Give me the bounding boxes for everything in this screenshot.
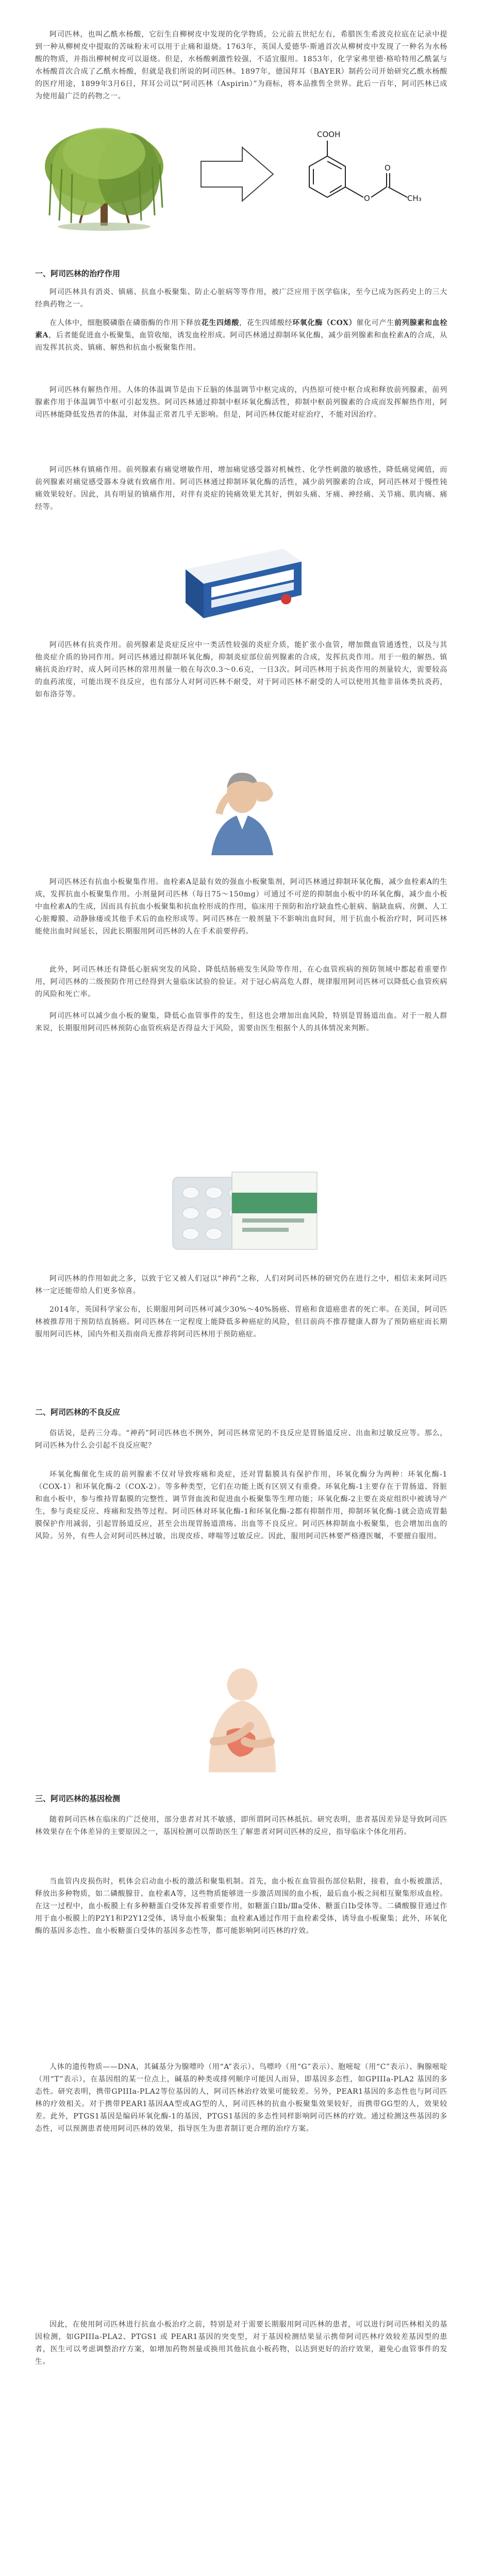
s1-paragraph-10: 2014年，英国科学家公布，长期服用阿司匹林可减少30%～40%肠癌、胃癌和食道癌患者的死亡率。在美国，阿司匹林被推荐用于预防结直肠癌。阿司匹林在一定程度上能降低多种癌症的风险，但目前尚不推荐健康人群为了预防癌症而长期服用阿司匹林，国内外相关指南尚无推荐将阿司匹林用于预防癌症。 (35, 1306, 447, 1338)
s3-paragraph-1: 随着阿司匹林在临床的广泛使用，部分患者对其不敏感，即所谓阿司匹林抵抗。研究表明，患者基因差异是导致阿司匹林效果存在个体差异的主要原因之一，基因检测可以帮助医生了解患者对阿司匹林的反应，指导临床个体化用药。 (35, 1816, 447, 1836)
s1-paragraph-5: 阿司匹林有抗炎作用。前列腺素是炎症反应中一类活性较强的炎症介质，能扩张小血管，增加微血管通透性，以及与其他炎症介质的协同作用。阿司匹林通过抑制环氧化酶，抑制炎症部位前列腺素的合成，发挥抗炎作用。用于一般的解热、镇痛抗炎治疗时，成人阿司匹林的常用剂量一般在每次0.3～0.6克，一日3次。阿司匹林用于抗炎作用的剂量较大，需要较高的血药浓度，可能出现不良反应，也有部分人对阿司匹林不耐受，对于阿司匹林不耐受的人可以使用其他非甾体类抗炎药，如布洛芬等。 (35, 641, 447, 699)
aspirin-structure-diagram (309, 141, 407, 197)
aspirin-medicine-box-photo (175, 538, 309, 626)
s1-paragraph-9: 阿司匹林的作用如此之多，以致于它又被人们冠以“神药”之称，人们对阿司匹林的研究仍在进行之中，相信未来阿司匹林一定还能带给人们更多惊喜。 (35, 1275, 447, 1295)
aspirin-tablets-photo (170, 1162, 320, 1260)
s1-paragraph-1: 阿司匹林具有消炎、镇痛、抗血小板聚集、防止心脏病等等作用，被广泛应用于医学临床，至今已成为医药史上的三大经典药物之一。 (35, 288, 447, 309)
cooh-label: COOH (317, 130, 341, 139)
section-2-heading: 二、阿司匹林的不良反应 (35, 1408, 121, 1417)
s1-p2-text-a: 在人体中，细胞膜磷脂在磷脂酶的作用下释放 (49, 319, 202, 327)
willow-to-aspirin-figure (31, 117, 443, 233)
s1-paragraph-6: 阿司匹林还有抗血小板聚集作用。血栓素A是最有效的强血小板聚集剂，阿司匹林通过抑制环氧化酶，减少血栓素A的生成，发挥抗血小板聚集作用。小剂量阿司匹林（每日75～150mg）可通过不可逆的抑制血小板中的环氧化酶，减少血小板中血栓素A的生成，因而具有抗血小板聚集和抗血栓形成的作用，临床用于预防和治疗缺血性心脏病、脑缺血病、房颤、人工心脏瓣膜、动静脉瘘或其他手术后的血栓形成等。阿司匹林在一般剂量下不影响出血时间，用于抗血小板治疗时，阿司匹林能使出血时间延长，因此长期服用阿司匹林的人在手术前要停药。 (35, 878, 447, 936)
s1-p2-text-c: 催化可产生 (356, 319, 395, 327)
oxygen-label: O (364, 194, 370, 203)
willow-tree-illustration (45, 128, 163, 231)
s1-p2-text-b: ，花生四烯酸经 (239, 319, 293, 327)
s1-paragraph-7: 此外，阿司匹林还有降低心脏病突发的风险、降低结肠癌发生风险等作用，在心血管疾病的预防领域中都起着重要作用，阿司匹林的二级预防作用已经得到大量临床试验的验证。对于冠心病高危人群，规律服用阿司匹林可以降低心血管疾病的风险和死亡率。 (35, 965, 447, 998)
s2-paragraph-2: 环氧化酶催化生成的前列腺素不仅对导致疼痛和炎症，还对胃黏膜具有保护作用，环氧化酶分为两种：环氧化酶-1（COX-1）和环氧化酶-2（COX-2）。等多种类型，它们在功能上既有区别又有重叠。环氧化酶-1主要存在于胃肠道、肾脏和血小板中，参与维持胃黏膜的完整性、调节肾血流和促进血小板聚集等生理功能；环氧化酶-2主要在炎症组织中被诱导产生，参与炎症反应、疼痛和发热等过程。阿司匹林对环氧化酶-1和环氧化酶-2都有抑制作用，抑制环氧化酶-1就会造成胃黏膜保护作用减弱，引起胃肠道反应，甚至会出现胃肠道溃疡、出血等不良反应。阿司匹林抑制血小板聚集，也会增加出血的风险。另外，有些人会对阿司匹林过敏，出现皮疹、哮喘等过敏反应。因此，服用阿司匹林要严格遵医嘱，不要擅自服用。 (35, 1470, 447, 1540)
s1-paragraph-2 (35, 317, 447, 354)
s1-p2-text-d: ，后者能促进血小板聚集，血管收缩，诱发血栓形成。阿司匹林通过抑制环氧化酶，减少前列腺素和血栓素A的合成，从而发挥其抗炎、镇痛、解热和抗血小板聚集作用。 (35, 331, 447, 352)
s3-paragraph-3: 人体的遗传物质——DNA，其碱基分为腺嘌呤（用“A”表示）、鸟嘌呤（用“G”表示）、胞嘧啶（用“C”表示）、胸腺嘧啶（用“T”表示），在基因组的某一位点上，碱基的种类或排列顺序可能因人而异，即基因多态性，如GPIIIa-PLA2 基因的多态性。研究表明，携带GPIIIa-PLA2等位基因的人，阿司匹林治疗效果可能较差。另外，PEAR1基因的多态性也与阿司匹林的疗效相关。对于携带PEAR1基因AA型或AG型的人，阿司匹林的抗血小板聚集效果较好，而携带GG型的人，效果较差。此外，PTGS1基因是编码环氧化酶-1的基因，PTGS1基因的多态性同样影响阿司匹林的疗效。通过检测这些基因的多态性，可以预测患者使用阿司匹林的效果，指导医生为患者制订更合理的治疗方案。 (35, 2063, 447, 2133)
methyl-label: CH₃ (407, 194, 422, 203)
section-1-heading: 一、阿司匹林的治疗作用 (35, 269, 121, 278)
s1-paragraph-4: 阿司匹林有镇痛作用。前列腺素有痛觉增敏作用，增加痛觉感受器对机械性、化学性刺激的敏感性，降低痛觉阈值，而前列腺素对痛觉感受器本身就有致痛作用。阿司匹林通过抑制环氧化酶的活性，减少前列腺素的合成，阿司匹林对于慢性钝痛效果较好。因此，具有明显的镇痛作用，对伴有炎症的钝痛效果尤其好，例如头痛、牙痛、神经痛、关节痛、肌肉痛、痛经等。 (35, 466, 447, 511)
s1-p2-bold-a: 花生四烯酸 (201, 319, 240, 327)
s1-p2-bold-c: 前列腺素和血栓素A (35, 319, 448, 340)
right-arrow-icon (201, 147, 273, 201)
headache-man-photo (175, 752, 309, 855)
section-3-heading: 三、阿司匹林的基因检测 (35, 1794, 121, 1803)
s2-paragraph-1: 俗话说，是药三分毒。“神药”阿司匹林也不例外，阿司匹林常见的不良反应是胃肠道反应、出血和过敏反应等。那么，阿司匹林为什么会引起不良反应呢？ (35, 1429, 447, 1450)
s1-paragraph-8: 阿司匹林可以减少血小板的聚集，降低心血管事件的发生，但这也会增加出血风险，特别是胃肠道出血。对于一般人群来说，长期服用阿司匹林预防心血管疾病是否得益大于风险，需要由医生根据个人的具体情况来判断。 (35, 1012, 447, 1032)
s1-paragraph-3: 阿司匹林有解热作用。人体的体温调节是由下丘脑的体温调节中枢完成的，内热原可使中枢合成和释放前列腺素，前列腺素作用于体温调节中枢可引起发热。阿司匹林通过抑制中枢环氧化酶活性，抑制中枢前列腺素的合成而发挥解热作用，阿司匹林能降低发热者的体温，对体温正常者几乎无影响。但是，阿司匹林仅能对症治疗，不能对因治疗。 (35, 386, 447, 419)
carbonyl-oxygen-label: O (385, 163, 391, 173)
intro-paragraph: 阿司匹林，也叫乙酰水杨酸，它衍生自柳树皮中发现的化学物质，公元前五世纪左右，希腊医生希波克拉底在记录中提到一种从柳树皮中提取的苦味粉末可以用于止痛和退烧。1763年，英国人爱德华·斯通首次从柳树皮中发现了一种名为水杨酸的物质，并指出柳树树皮可以退烧。但是，水杨酸刺激性较强，不适宜服用。1853年，化学家弗里德·格哈特用乙酰氯与水杨酸首次合成了乙酰水杨酸，但就是我们所说的阿司匹林。1897年，德国拜耳（BAYER）制药公司开始研究乙酰水杨酸的医疗用途，1899年3月6日，拜耳公司以“阿司匹林（Aspirin）”为商标，将本品推售全世界。此后一百年，阿司匹林已成为使用最广泛的药物之一。 (35, 30, 447, 100)
stomach-pain-illustration (178, 1664, 307, 1772)
s3-paragraph-2: 当血管内皮损伤时，机体会启动血小板的激活和聚集机制。首先，血小板在血管损伤部位粘附，接着，血小板被激活，释放出多种物质，如二磷酸腺苷、血栓素A等，这些物质能够进一步激活周围的血小板，最后血小板之间相互聚集形成血栓。在这一过程中，血小板膜上有多种糖蛋白受体发挥着重要作用，如糖蛋白Ⅱb/Ⅲa受体、糖蛋白Ⅰb受体等。二磷酸腺苷通过作用于血小板膜上的P2Y1和P2Y12受体，诱导血小板聚集；血栓素A通过作用于血栓素受体，诱导血小板聚集；此外，环氧化酶的基因多态性、血小板糖蛋白受体的基因多态性等，都可能影响阿司匹林的疗效。 (35, 1877, 447, 1935)
s3-paragraph-4: 因此，在使用阿司匹林进行抗血小板治疗之前，特别是对于需要长期服用阿司匹林的患者，可以进行阿司匹林相关的基因检测，如GPIIIa-PLA2、PTGS1 或 PEAR1基因的突变型，对于基因检测结果显示携带阿司匹林疗效较差基因型的患者，医生可以考虑调整治疗方案，如增加药物剂量或换用其他抗血小板药物，以达到更好的治疗效果，避免心血管事件的发生。 (35, 2320, 447, 2366)
s1-p2-bold-b: 环氧化酶（COX） (292, 319, 357, 327)
